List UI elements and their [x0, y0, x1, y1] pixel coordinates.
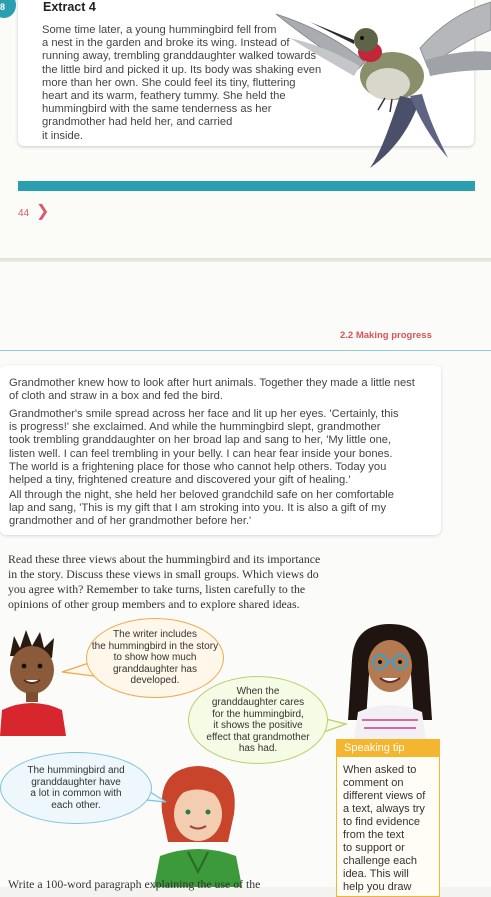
paragraph-1: Grandmother knew how to look after hurt animals. Together they made a little nest of cloth and straw in a box and fed the bird. — [9, 377, 415, 403]
discussion-instructions: Read these three views about the hummingbird and its importance in the story. Discuss these views in small groups. Which views do you agree with? Remember to take turns, listen carefully to the opinions of other group members and to explore shared ideas. — [8, 552, 321, 611]
cut-off-task-text: Write a 100-word paragraph explaining the use of the — [8, 877, 261, 891]
speaking-tip-text: When asked to comment on different views of a text, always try to find evidence from the text to support or challenge each idea. This will help you draw — [343, 764, 426, 893]
speaking-tip-heading: Speaking tip — [336, 739, 440, 757]
red-haired-girl-illustration — [148, 762, 248, 887]
boy-illustration — [0, 626, 90, 736]
chevron-right-icon[interactable]: ❯ — [36, 203, 50, 220]
page-number: 44 — [18, 208, 30, 219]
paragraph-3: All through the night, she held her beloved grandchild safe on her comfortable lap and sang, 'This is my gift that I am stroking into you. It is also a gift of my grandmother and of her grandmother before her.' — [9, 489, 394, 528]
extract-title: Extract 4 — [43, 0, 96, 14]
paragraph-2: Grandmother's smile spread across her face and lit up her eyes. 'Certainly, this is progress!' she exclaimed. And while the hummingbird slept, grandmother took trembling granddaughter on her broad lap and sang to her, 'My little one, listen well. I can feel trembling in your belly. I can hear fear inside your bones. The world is a frightening place for those who cannot help others. Today you helped a tiny, frightened creature and discovered your gift of healing.' — [9, 408, 399, 487]
hummingbird-illustration — [270, 0, 491, 170]
extract-number-badge-text: 8 — [0, 2, 6, 12]
section-header: 2.2 Making progress — [340, 330, 432, 341]
extract-text: Some time later, a young hummingbird fell from a nest in the garden and broke its wing. Instead of running away, trembling granddaughter walked towards the little bird and picked it up. Its body was shaking even more than her own. She could feel its tiny, fluttering heart and its warm, feathery tummy. She held the hummingbird with the same tenderness as her grandmother had held her, and carried it inside. — [42, 24, 322, 142]
section-divider — [0, 350, 491, 351]
speech-bubble-blue: The hummingbird and granddaughter have a lot in common with each other. — [0, 752, 152, 824]
speech-bubble-green: When the granddaughter cares for the hummingbird, it shows the positive effect that grandmother has had. — [188, 676, 328, 764]
speech-bubble-orange: The writer includes the hummingbird in the story to show how much granddaughter has developed. — [86, 618, 224, 698]
teal-footer-bar — [18, 181, 475, 191]
girl-with-glasses-illustration — [340, 620, 440, 740]
